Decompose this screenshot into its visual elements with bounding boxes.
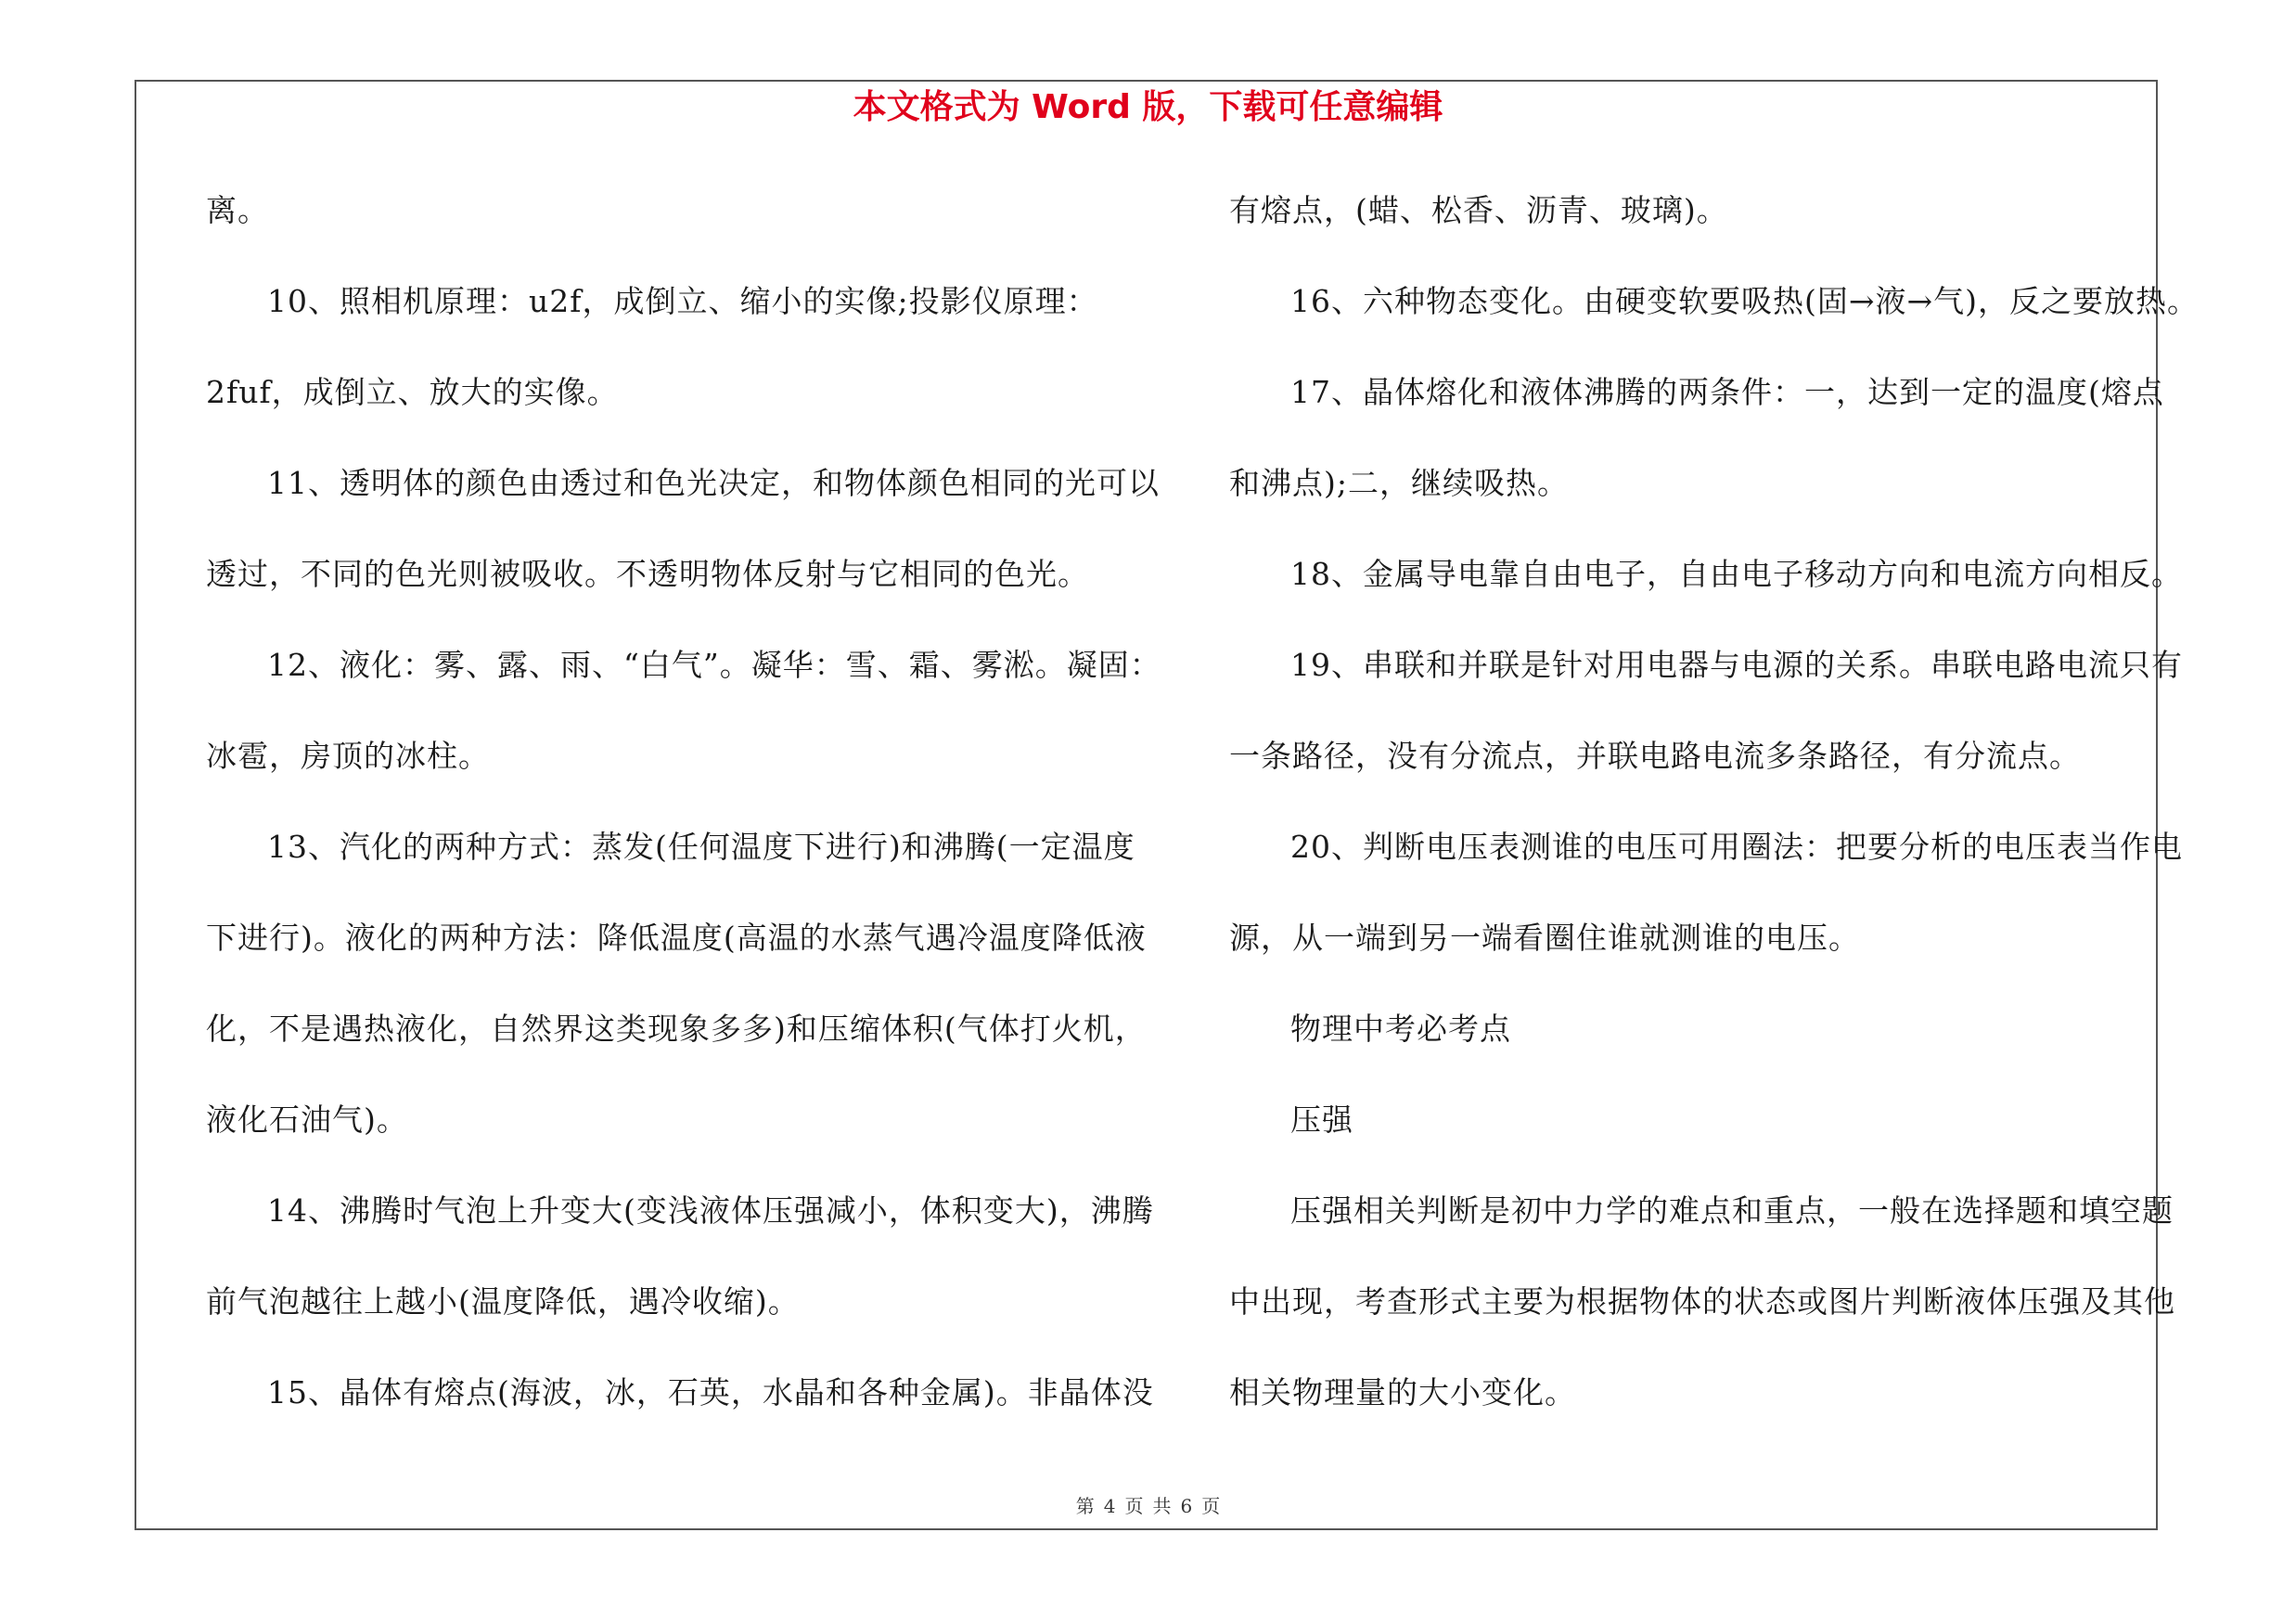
- footer-prefix: 第: [1075, 1495, 1095, 1517]
- text-line: 17、晶体熔化和液体沸腾的两条件：一，达到一定的温度(熔点: [1290, 374, 2164, 410]
- text-line: 14、沸腾时气泡上升变大(变浅液体压强减小，体积变大)，沸腾: [267, 1192, 1154, 1229]
- text-line: 和沸点);二，继续吸热。: [1229, 465, 1569, 501]
- text-line: 下进行)。液化的两种方法：降低温度(高温的水蒸气遇冷温度降低液: [206, 920, 1147, 956]
- text-line: 压强: [1290, 1101, 1353, 1138]
- text-line: 18、金属导电靠自由电子，自由电子移动方向和电流方向相反。: [1290, 556, 2183, 592]
- text-line: 相关物理量的大小变化。: [1229, 1374, 1576, 1410]
- text-line: 15、晶体有熔点(海波，冰，石英，水晶和各种金属)。非晶体没: [267, 1374, 1154, 1410]
- text-line: 11、透明体的颜色由透过和色光决定，和物体颜色相同的光可以: [267, 465, 1160, 501]
- text-line: 12、液化：雾、露、雨、“白气”。凝华：雪、霜、雾淞。凝固：: [267, 647, 1161, 683]
- footer-page-word: 页: [1124, 1495, 1144, 1517]
- format-notice-banner: 本文格式为 Word 版，下载可任意编辑: [853, 88, 1443, 126]
- text-line: 中出现，考查形式主要为根据物体的状态或图片判断液体压强及其他: [1229, 1283, 2175, 1320]
- footer-suffix: 页: [1201, 1495, 1221, 1517]
- text-line: 一条路径，没有分流点，并联电路电流多条路径，有分流点。: [1229, 738, 2081, 774]
- text-line: 离。: [206, 192, 269, 228]
- text-line: 2fuf，成倒立、放大的实像。: [206, 374, 619, 410]
- text-line: 压强相关判断是初中力学的难点和重点，一般在选择题和填空题: [1290, 1192, 2174, 1229]
- text-line: 源，从一端到另一端看圈住谁就测谁的电压。: [1229, 920, 1860, 956]
- left-column: [206, 186, 1161, 1459]
- footer-total-word: 共: [1152, 1495, 1172, 1517]
- page-footer: [0, 1494, 2296, 1518]
- text-line: 物理中考必考点: [1290, 1011, 1511, 1047]
- text-line: 前气泡越往上越小(温度降低，遇冷收缩)。: [206, 1283, 800, 1320]
- footer-total-pages: 6: [1180, 1495, 1193, 1517]
- text-line: 13、汽化的两种方式：蒸发(任何温度下进行)和沸腾(一定温度: [267, 829, 1135, 865]
- text-line: 19、串联和并联是针对用电器与电源的关系。串联电路电流只有: [1290, 647, 2183, 683]
- text-line: 16、六种物态变化。由硬变软要吸热(固→液→气)，反之要放热。: [1290, 283, 2200, 319]
- text-line: 化，不是遇热液化，自然界这类现象多多)和压缩体积(气体打火机，: [206, 1011, 1147, 1047]
- text-line: 有熔点，(蜡、松香、沥青、玻璃)。: [1229, 192, 1728, 228]
- footer-current-page: 4: [1103, 1495, 1116, 1517]
- text-line: 10、照相机原理：u2f，成倒立、缩小的实像;投影仪原理：: [267, 283, 1098, 319]
- text-line: 液化石油气)。: [206, 1101, 408, 1138]
- text-line: 透过，不同的色光则被吸收。不透明物体反射与它相同的色光。: [206, 556, 1089, 592]
- right-column: [1229, 186, 2200, 1459]
- text-line: 20、判断电压表测谁的电压可用圈法：把要分析的电压表当作电: [1290, 829, 2183, 865]
- text-line: 冰雹，房顶的冰柱。: [206, 738, 490, 774]
